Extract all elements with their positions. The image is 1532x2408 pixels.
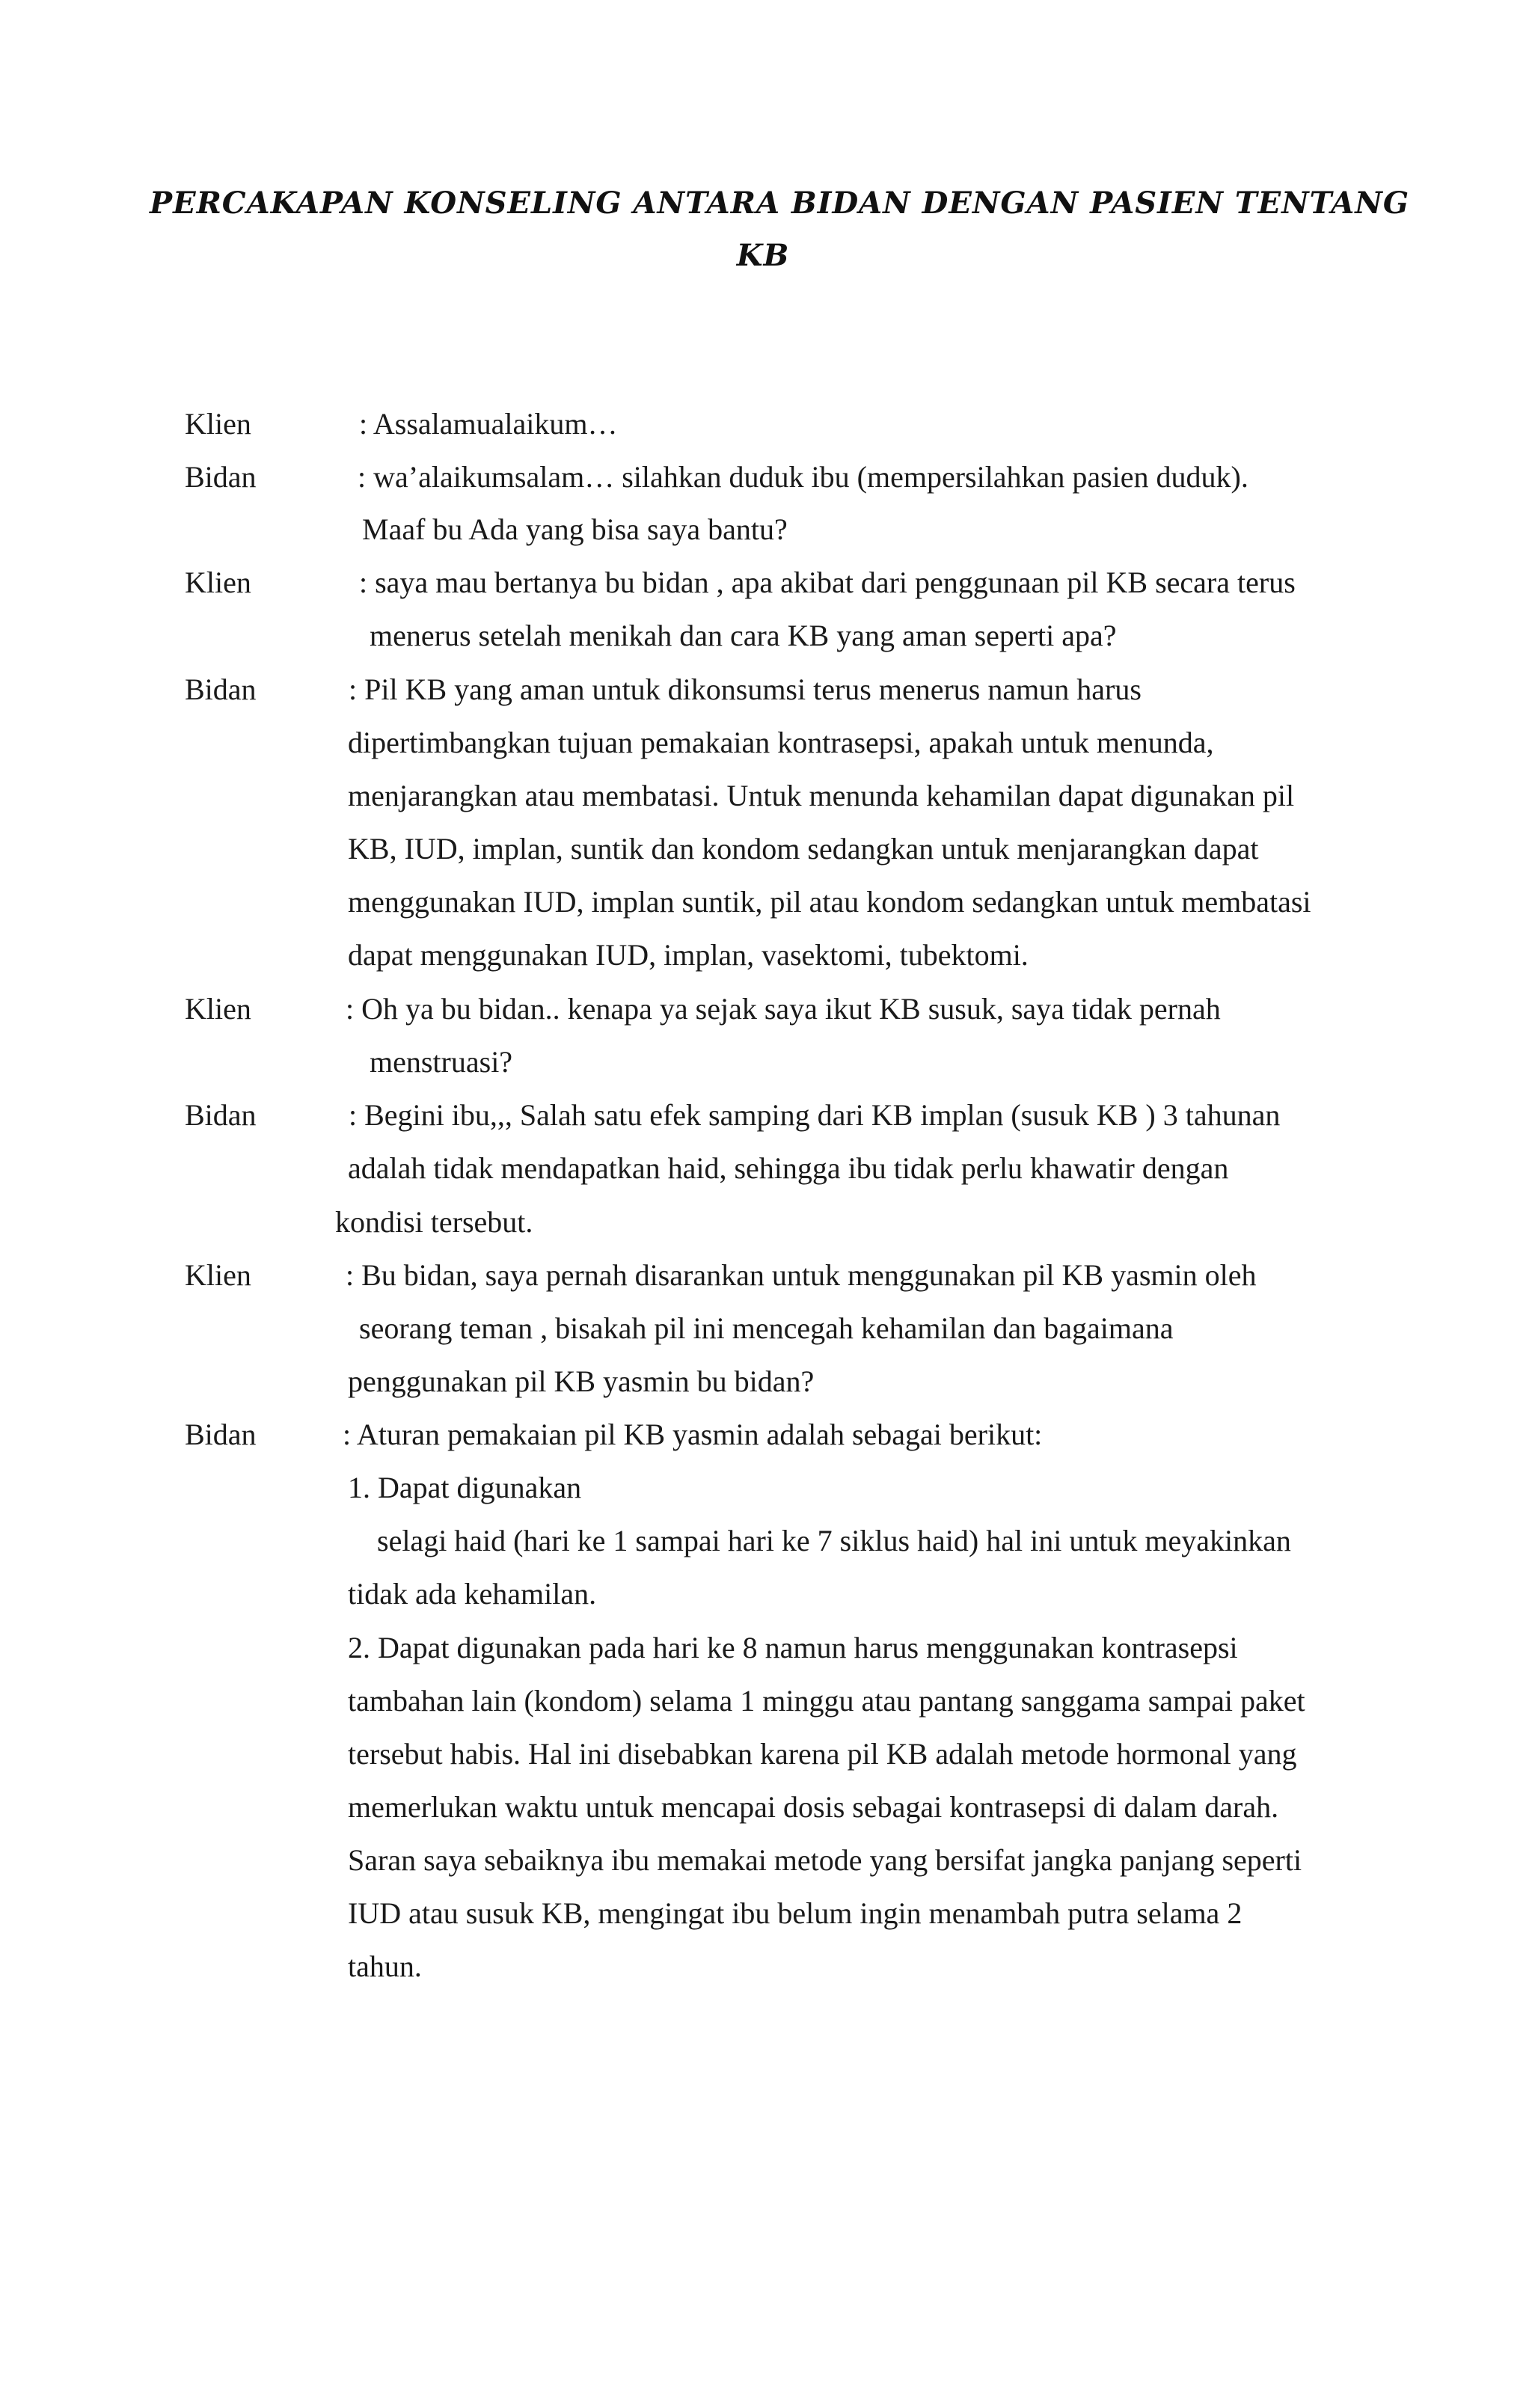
speaker-label: Klien (185, 566, 251, 599)
utterance-line: tidak ada kehamilan. (348, 1577, 597, 1611)
utterance-line: memerlukan waktu untuk mencapai dosis sebagai kontrasepsi di dalam darah. (348, 1790, 1279, 1824)
utterance-line: tahun. (348, 1949, 422, 1983)
utterance-line: Saran saya sebaiknya ibu memakai metode yang bersifat jangka panjang seperti (348, 1843, 1302, 1877)
utterance-line: menstruasi? (370, 1045, 513, 1079)
speaker-label: Klien (185, 992, 251, 1026)
utterance-line: selagi haid (hari ke 1 sampai hari ke 7 siklus haid) hal ini untuk meyakinkan (377, 1524, 1291, 1557)
list-item: 2. Dapat digunakan pada hari ke 8 namun harus menggunakan kontrasepsi (348, 1631, 1238, 1664)
speaker-label: Bidan (185, 1418, 257, 1451)
list-item: 1. Dapat digunakan (348, 1471, 582, 1504)
utterance-line: menjarangkan atau membatasi. Untuk menunda kehamilan dapat digunakan pil (348, 779, 1295, 812)
utterance-line: tambahan lain (kondom) selama 1 minggu atau pantang sanggama sampai paket (348, 1684, 1305, 1718)
utterance-line: : Oh ya bu bidan.. kenapa ya sejak saya ikut KB susuk, saya tidak pernah (346, 992, 1221, 1026)
utterance-line: IUD atau susuk KB, mengingat ibu belum ingin menambah putra selama 2 (348, 1896, 1243, 1930)
document-title-continued: KB (736, 238, 790, 273)
speaker-label: Bidan (185, 1098, 257, 1132)
utterance-line: seorang teman , bisakah pil ini mencegah kehamilan dan bagaimana (359, 1311, 1174, 1345)
document-title: PERCAKAPAN KONSELING ANTARA BIDAN DENGAN PASIEN TENTANG (150, 186, 1410, 221)
utterance-line: kondisi tersebut. (335, 1205, 533, 1239)
utterance-line: KB, IUD, implan, suntik dan kondom sedangkan untuk menjarangkan dapat (348, 832, 1259, 866)
utterance-line: menerus setelah menikah dan cara KB yang aman seperti apa? (370, 619, 1117, 652)
utterance-line: : wa’alaikumsalam… silahkan duduk ibu (mempersilahkan pasien duduk). (358, 460, 1248, 494)
utterance-line: menggunakan IUD, implan suntik, pil atau kondom sedangkan untuk membatasi (348, 885, 1311, 919)
utterance-line: dapat menggunakan IUD, implan, vasektomi, tubektomi. (348, 938, 1029, 972)
utterance-line: : Begini ibu,,, Salah satu efek samping dari KB implan (susuk KB ) 3 tahunan (349, 1098, 1281, 1132)
speaker-label: Bidan (185, 673, 257, 706)
utterance-line: adalah tidak mendapatkan haid, sehingga ibu tidak perlu khawatir dengan (348, 1151, 1229, 1185)
utterance-line: tersebut habis. Hal ini disebabkan karena pil KB adalah metode hormonal yang (348, 1737, 1297, 1771)
speaker-label: Klien (185, 407, 251, 441)
utterance-line: : Aturan pemakaian pil KB yasmin adalah sebagai berikut: (343, 1418, 1043, 1451)
utterance-line: : Bu bidan, saya pernah disarankan untuk menggunakan pil KB yasmin oleh (346, 1258, 1257, 1292)
speaker-label: Bidan (185, 460, 257, 494)
speaker-label: Klien (185, 1258, 251, 1292)
utterance-line: Maaf bu Ada yang bisa saya bantu? (362, 512, 788, 546)
utterance-line: : saya mau bertanya bu bidan , apa akibat dari penggunaan pil KB secara terus (359, 566, 1296, 599)
utterance-line: : Pil KB yang aman untuk dikonsumsi terus menerus namun harus (349, 673, 1142, 706)
utterance-line: penggunakan pil KB yasmin bu bidan? (348, 1364, 815, 1398)
utterance-line: dipertimbangkan tujuan pemakaian kontrasepsi, apakah untuk menunda, (348, 726, 1214, 759)
utterance-line: : Assalamualaikum… (359, 407, 618, 441)
